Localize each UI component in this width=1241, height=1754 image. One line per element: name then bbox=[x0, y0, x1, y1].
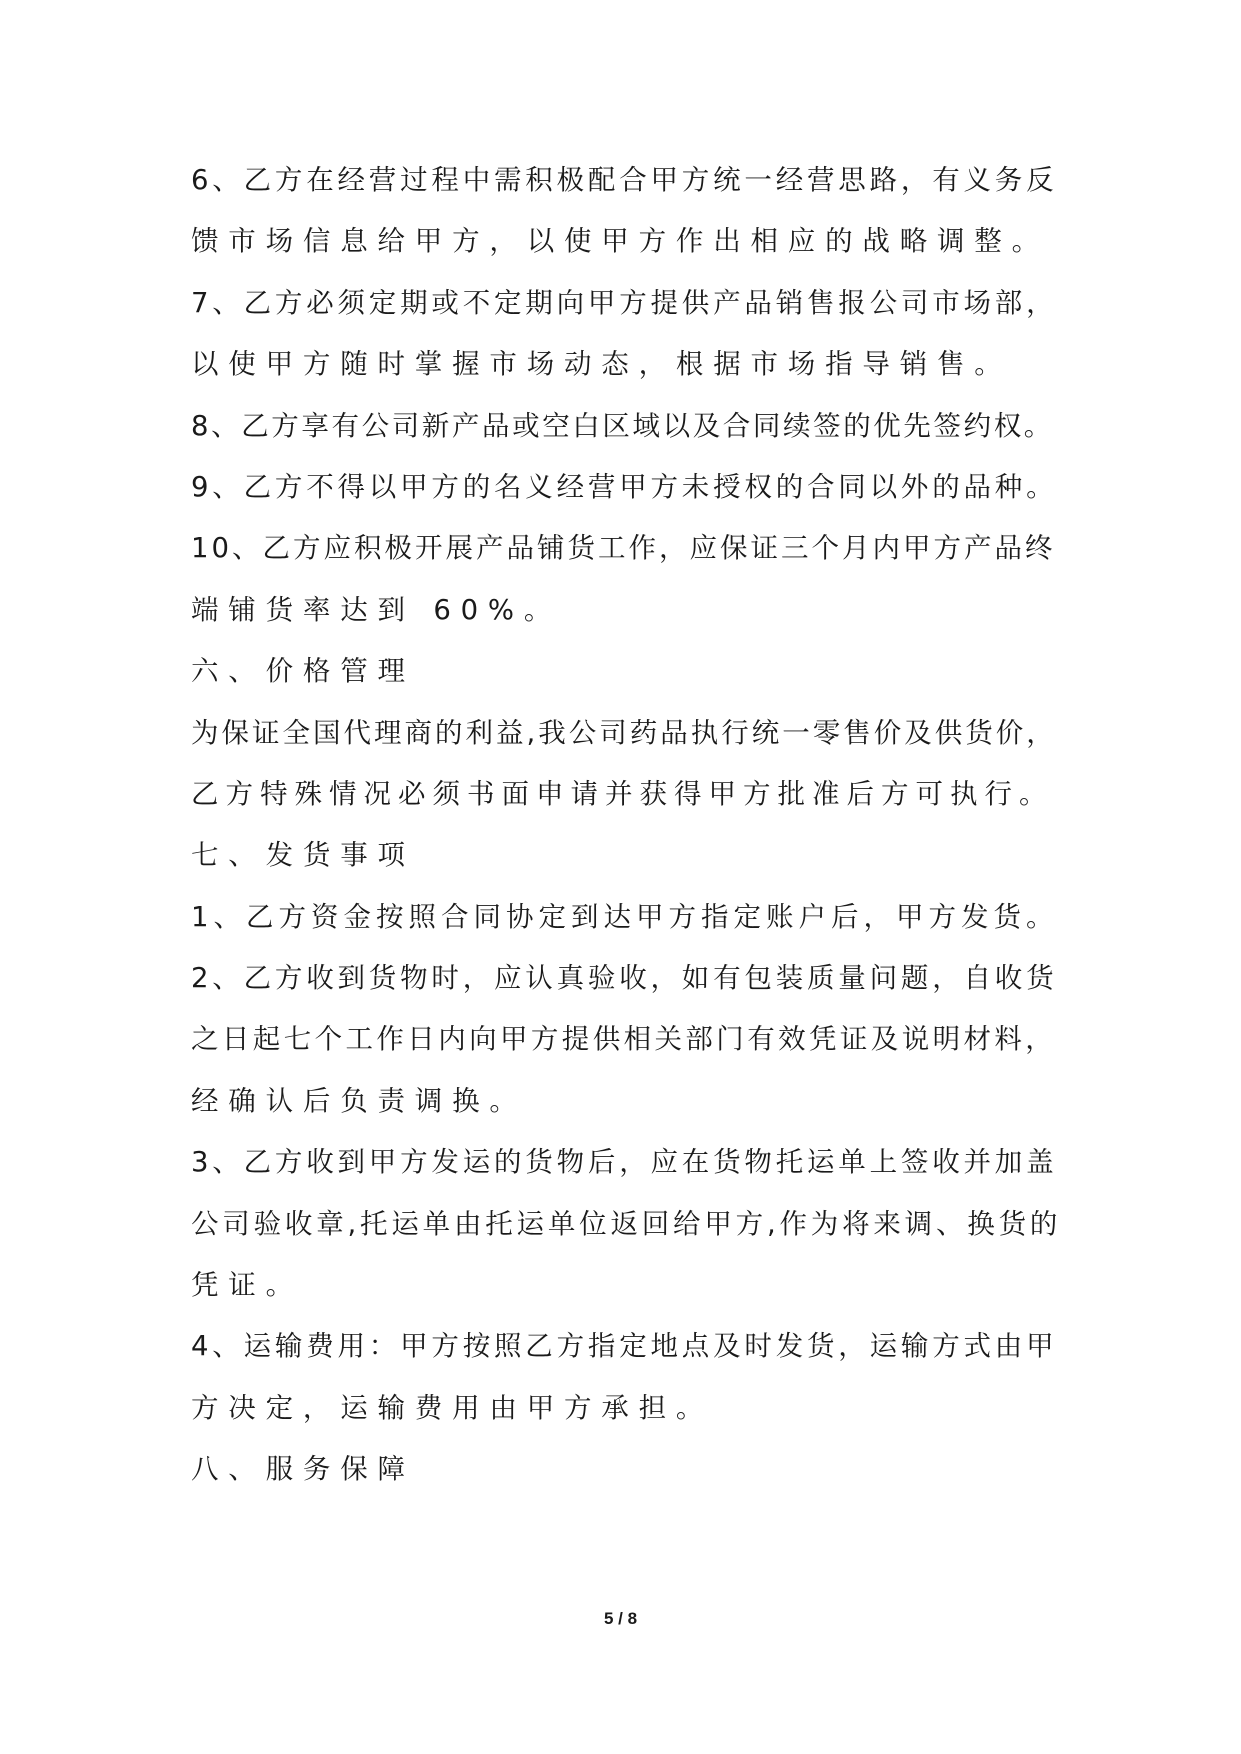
text-line: 8、乙方享有公司新产品或空白区域以及合同续签的优先签约权。 bbox=[191, 409, 1054, 442]
section-heading: 七、发货事项 bbox=[191, 839, 415, 872]
text-line: 馈市场信息给甲方，以使甲方作出相应的战略调整。 bbox=[191, 225, 1049, 258]
text-line: 2、乙方收到货物时，应认真验收，如有包装质量问题，自收货 bbox=[191, 962, 1058, 995]
text-line: 公司验收章,托运单由托运单位返回给甲方,作为将来调、换货的 bbox=[191, 1207, 1062, 1240]
text-line: 4、运输费用：甲方按照乙方指定地点及时发货，运输方式由甲 bbox=[191, 1330, 1058, 1363]
text-line: 之日起七个工作日内向甲方提供相关部门有效凭证及说明材料， bbox=[191, 1023, 1057, 1056]
text-line: 经确认后负责调换。 bbox=[191, 1084, 527, 1117]
text-line: 端铺货率达到 60%。 bbox=[191, 593, 562, 626]
text-line: 凭证。 bbox=[191, 1269, 303, 1302]
page-number: 5 / 8 bbox=[603, 1609, 638, 1628]
text-line: 9、乙方不得以甲方的名义经营甲方未授权的合同以外的品种。 bbox=[191, 470, 1058, 503]
section-heading: 六、价格管理 bbox=[191, 655, 415, 688]
text-line: 3、乙方收到甲方发运的货物后，应在货物托运单上签收并加盖 bbox=[191, 1146, 1058, 1179]
text-line: 以使甲方随时掌握市场动态，根据市场指导销售。 bbox=[191, 348, 1012, 381]
text-line: 1、乙方资金按照合同协定到达甲方指定账户后，甲方发货。 bbox=[191, 900, 1059, 933]
text-line: 7、乙方必须定期或不定期向甲方提供产品销售报公司市场部， bbox=[191, 286, 1058, 319]
text-line: 乙方特殊情况必须书面申请并获得甲方批准后方可执行。 bbox=[191, 777, 1054, 810]
text-line: 为保证全国代理商的利益,我公司药品执行统一零售价及供货价， bbox=[191, 716, 1057, 749]
section-heading: 八、服务保障 bbox=[191, 1453, 415, 1486]
text-line: 方决定，运输费用由甲方承担。 bbox=[191, 1391, 714, 1424]
text-line: 10、乙方应积极开展产品铺货工作，应保证三个月内甲方产品终 bbox=[191, 532, 1056, 565]
text-line: 6、乙方在经营过程中需积极配合甲方统一经营思路，有义务反 bbox=[191, 164, 1058, 196]
document-body bbox=[191, 150, 1061, 1501]
